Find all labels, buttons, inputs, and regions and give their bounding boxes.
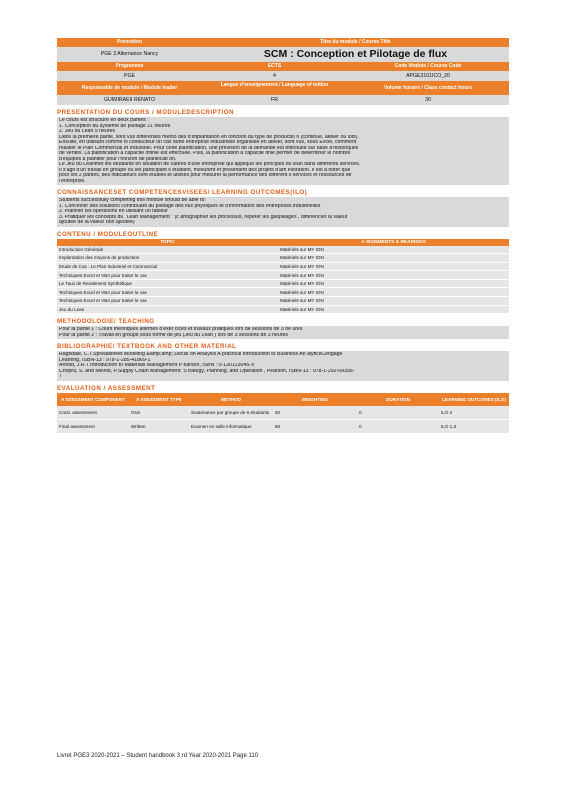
presentation-line: Dans la première partie, sont vus différentes métho des d'implantation en fonction du type de productio n (continue, atelier ou lots). — [59, 134, 359, 140]
reading-cell: Matériels sur MY ION — [278, 271, 509, 280]
presentation-line: 1. Conception du système de pilotage 21 heures — [59, 123, 171, 129]
topic-cell: Le Taux de Rendement Synthétique — [57, 279, 278, 288]
table-row — [57, 254, 509, 263]
duration-cell: 0 — [357, 419, 439, 433]
topic-cell: Techniques Excel et VBA pour traiter le cas — [57, 297, 278, 306]
langue-label: Langue d'enseignement / Language of tuition — [220, 82, 329, 88]
competences-line: 1. Concevoir des solutions contribuant au pilotage des flux physiques et d'information des entreprises industrielles — [59, 203, 321, 209]
weighting-header: WEIGHTING — [273, 393, 357, 406]
page-footer: Livret PGE3 2020-2021 – Student handbook 3 rd Year 2020-2021 Page 110 — [57, 753, 259, 759]
presentation-line: Le cours est structuré en deux parties : — [59, 118, 149, 123]
ilo-header: LEARNING OUTCOMES (ILO) — [439, 393, 509, 406]
title-label: Titre du module / Course Title — [320, 39, 391, 45]
competences-title: CONNAISSANCESET COMPETENCESVISEES/ LEARNING OUTCOMES(ILO) — [57, 189, 308, 196]
bibliographie-title: BIBLIOGRAPHIE/ TEXTBOOK AND OTHER MATERIAL — [57, 343, 237, 351]
topic-header: TOPIC — [57, 239, 278, 246]
evaluation-header-row — [57, 393, 509, 406]
presentation-line: de ventes. La planification à capacité infinie est effectuée. Puis, la planification à capacité finie permet de déterminer le nombre — [59, 151, 351, 156]
presentation-line: Il s'agit d'un travail en groupe où les participant s étudient, mesurent et présentent des projets d'am élioration. Il est à noter que — [59, 167, 351, 173]
presentation-line: d'équipes à planifier pour l'horizon de planificati on. — [59, 156, 177, 162]
table-row — [57, 271, 509, 280]
topic-cell: Introduction Générale — [57, 246, 278, 254]
course-sheet — [57, 38, 509, 434]
competences-line: 2. Planifier les opérations en utilisant un tableur — [59, 209, 169, 214]
programme-label: Programme — [115, 63, 144, 69]
method-cell: Soutenance par groupe de 6 étudiants — [189, 406, 273, 420]
table-row — [57, 288, 509, 297]
competences-line: 3. Pratiquer les concepts du "Lean Management " (c artographier les processus, repérer les gaspillages , différencier la valeur — [59, 214, 348, 220]
type-header: A SSESSMENT TYPE — [129, 393, 189, 406]
reading-cell: Matériels sur MY ION — [278, 262, 509, 271]
volume-value: 30 — [425, 97, 431, 103]
table-row — [57, 297, 509, 306]
header-values-1 — [57, 47, 509, 62]
method-header: METHOD — [189, 393, 273, 406]
outline-header-row — [57, 239, 509, 246]
competences-line: Students successfully completing this module should be able to: — [59, 198, 206, 203]
table-row — [57, 262, 509, 271]
promotion-label: Promotion — [117, 39, 142, 45]
bibliographie-line: Arnold, J.R.T.Introduction to Materials Management P earson, ISBN : 0-130123045-X — [59, 363, 255, 369]
code-value: APGE3101ICO_20 — [406, 73, 450, 79]
table-row — [57, 305, 509, 314]
volume-label: Volume horaire / Class contact hours — [384, 85, 472, 91]
topic-cell: Jeu du Lean — [57, 305, 278, 314]
presentation-line: réaliser le Plan Commercial et Industriel. Pour cette planification, une prévision de la demande est effectuée sur base d'historiques — [59, 145, 359, 151]
component-cell: Final assessment — [57, 419, 129, 433]
evaluation-title: EVALUATION / ASSESSMENT — [57, 384, 156, 392]
table-row — [57, 279, 509, 288]
methodologie-line: Pour la partie 1 : Cours théoriques alternés d'exer cices et travaux pratiques lors de sessions de 3 he ures — [59, 327, 303, 333]
reading-cell: Matériels sur MY ION — [278, 288, 509, 297]
responsable-label: Responsable de module / Module leader — [81, 85, 178, 91]
topic-cell: Techniques Excel et VBA pour traiter le cas — [57, 288, 278, 297]
presentation-line: l'entreprise. — [59, 178, 86, 184]
table-row — [57, 406, 509, 420]
reading-cell: Matériels sur MY ION — [278, 297, 509, 306]
presentation-text — [57, 117, 509, 185]
bibliographie-line: 7 — [59, 374, 62, 380]
evaluation-table — [57, 393, 509, 434]
header-row-3 — [57, 81, 509, 95]
langue-value: FR — [271, 97, 278, 103]
ects-label: ECTS — [267, 63, 282, 69]
reading-cell: Matériels sur MY ION — [278, 279, 509, 288]
weighting-cell: 40 — [273, 406, 357, 420]
presentation-line: 2. Jeu du Lean 9 heures — [59, 129, 115, 134]
duration-header: DURATION — [357, 393, 439, 406]
course-title: SCM : Conception et Pilotage de flux — [263, 48, 448, 60]
component-header: A SSESSMENT COMPONENT — [57, 393, 129, 406]
presentation-line: Le Jeu du Leanmet les étudiants en situation de cadres d'une entreprise qui applique les principes du lean dans différents services. — [59, 162, 361, 167]
competences-text — [57, 197, 509, 227]
type-cell: Written — [129, 419, 189, 433]
topic-cell: Etude de Cas : Le Plan Industriel et Commercial — [57, 262, 278, 271]
reading-cell: Matériels sur MY ION — [278, 246, 509, 254]
type-cell: Oral — [129, 406, 189, 420]
bibliographie-line: Learning, ISBN-13 : 978-1-285-41869-1 — [59, 357, 151, 363]
header-values-3 — [57, 95, 509, 105]
code-label: Code Module / Course Code — [394, 63, 462, 69]
weighting-cell: 60 — [273, 419, 357, 433]
presentation-title: PRESENTATION DU COURS / MODULEDESCRIPTION — [57, 109, 235, 116]
presentation-line: Ensuite, en utilisant comme fil conducteur un cas dune entreprise industrielle organisée en atelier, sont vus, sous Excel, comment — [59, 140, 357, 145]
reading-cell: Matériels sur MY ION — [278, 305, 509, 314]
header-values-2 — [57, 71, 509, 81]
method-cell: Examen en salle informatique — [189, 419, 273, 433]
topic-cell: Implantation des moyens de production — [57, 254, 278, 263]
programme-value: PGE — [124, 73, 135, 79]
ilo-cell: ILO 1,3 — [439, 419, 509, 433]
table-row — [57, 246, 509, 254]
ects-value: 4 — [273, 73, 276, 79]
reading-cell: Matériels sur MY ION — [278, 254, 509, 263]
header-row-1 — [57, 38, 509, 47]
component-cell: Conti. assessment — [57, 406, 129, 420]
readings-header: A SIGNMENTS & READINGS — [278, 239, 509, 246]
contenu-title: CONTENU / MODULEOUTLINE — [57, 230, 159, 238]
header-row-2 — [57, 62, 509, 71]
bibliographie-text — [57, 351, 509, 381]
competences-line: ajoutée de la valeur non ajoutée) — [59, 220, 135, 225]
duration-cell: 0 — [357, 406, 439, 420]
promotion-value: PGE 3 Alternance Nancy — [100, 51, 159, 57]
methodologie-line: Pour la partie 2 : Travail en groupe sous forme de jeu (Jeu du Lean ) lors de 3 sessions de 3 heures — [59, 332, 288, 338]
methodologie-title: METHODOLOGIE/ TEACHING — [57, 318, 155, 326]
table-row — [57, 419, 509, 433]
methodologie-text — [57, 326, 509, 339]
bibliographie-line: Ragsdale, C.T.Spreadsheet Modeling &amp;amp; Decisi on Analysis A practical Introduction to Business An alyticsCengage — [59, 352, 343, 358]
topic-cell: Techniques Excel et VBA pour traiter le cas — [57, 271, 278, 280]
outline-table — [57, 239, 509, 315]
ilo-cell: ILO 2 — [439, 406, 509, 420]
responsable-value: GUIMIRAEII RENATO — [103, 97, 156, 103]
presentation-line: pour les 2 parties, des indicateurs sont étudiés et utilisés pour mesurer la performance des différent s services et ressources de — [59, 173, 352, 178]
bibliographie-line: Chopra, S. and Meindl, P.Supply Chain Management: S trategy, Planning, and Operation , Pearson, ISBN-13 : 978-1-292-09356- — [59, 368, 355, 374]
